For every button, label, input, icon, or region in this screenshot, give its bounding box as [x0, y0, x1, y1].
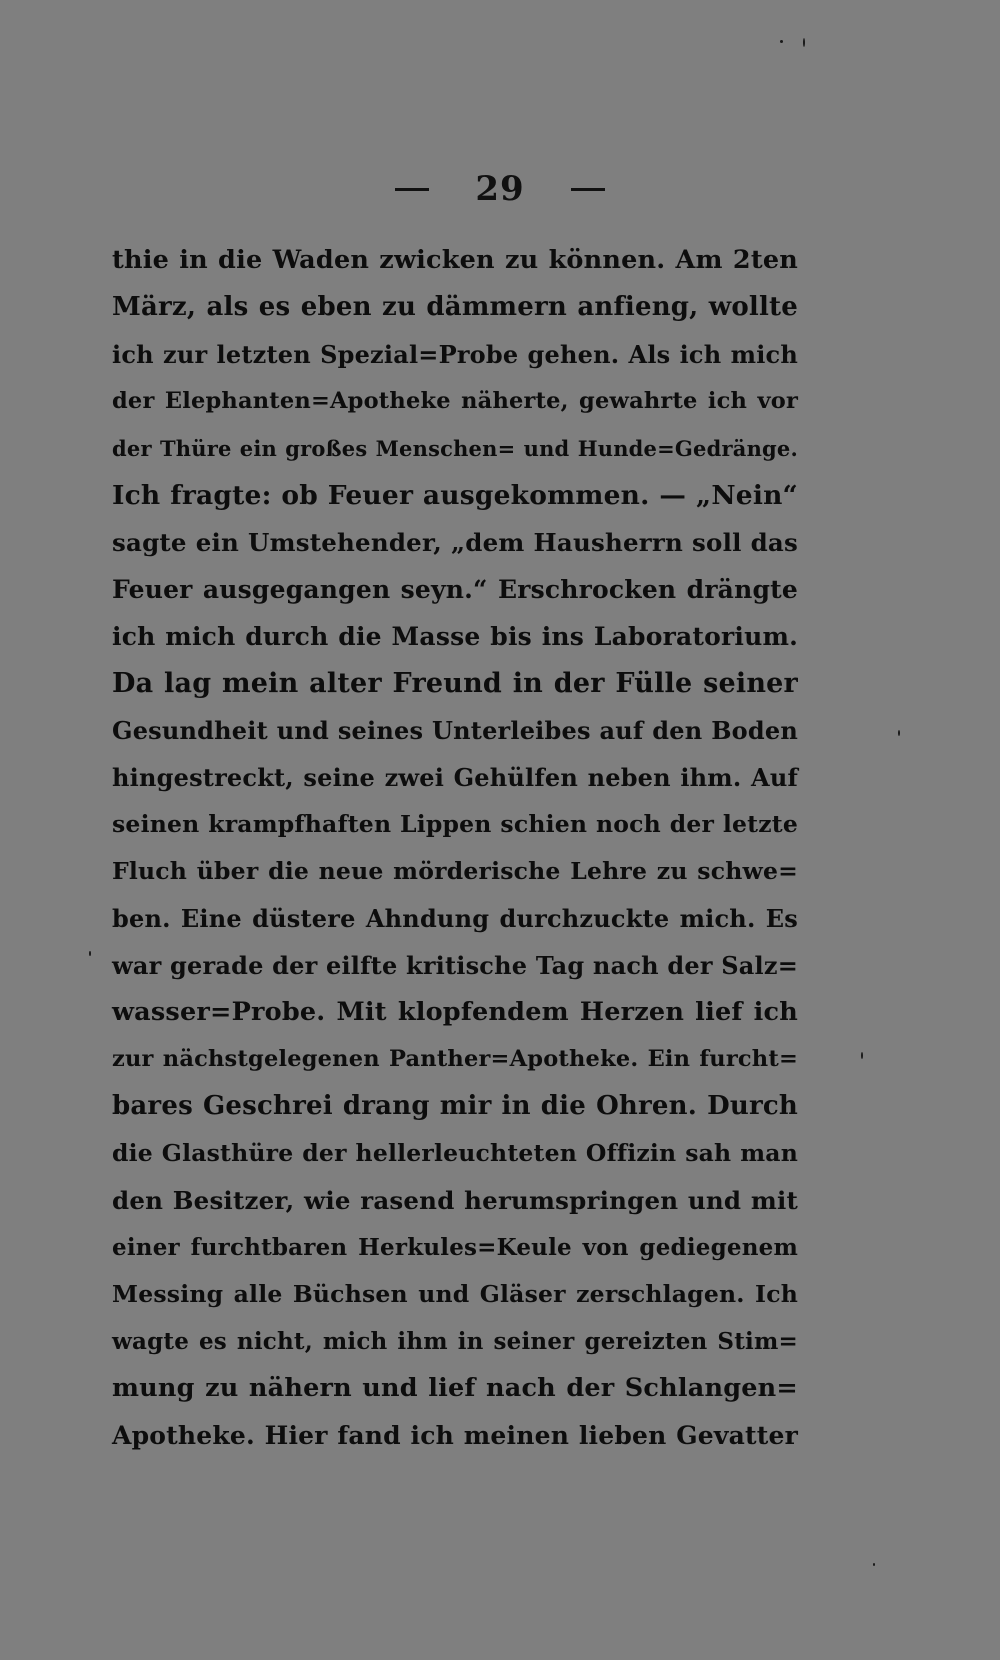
page-header: [0, 164, 1000, 214]
paper-speck: [780, 40, 783, 43]
paper-speck: [803, 38, 805, 47]
text-line: einer furchtbaren Herkules=Keule von gediegenem: [112, 1234, 798, 1261]
text-line: wagte es nicht, mich ihm in seiner gereizten Stim=: [112, 1328, 798, 1355]
text-line: die Glasthüre der hellerleuchteten Offizin sah man: [112, 1139, 798, 1167]
text-line: Gesundheit und seines Unterleibes auf den Boden: [112, 716, 798, 745]
text-line: der Thüre ein großes Menschen= und Hunde=Gedränge.: [112, 436, 798, 461]
body-text: [112, 237, 798, 1459]
left-dash: [395, 188, 429, 191]
text-line: den Besitzer, wie rasend herumspringen und mit: [112, 1186, 798, 1215]
text-line: Da lag mein alter Freund in der Fülle seiner: [112, 668, 798, 699]
text-line: zur nächstgelegenen Panther=Apotheke. Ein furcht=: [112, 1046, 798, 1072]
text-line: Fluch über die neue mörderische Lehre zu schwe=: [112, 857, 798, 885]
text-line: seinen krampfhaften Lippen schien noch der letzte: [112, 810, 798, 838]
text-line: hingestreckt, seine zwei Gehülfen neben ihm. Auf: [112, 763, 798, 792]
text-line: ben. Eine düstere Ahndung durchzuckte mich. Es: [112, 904, 798, 933]
page-number: 29: [475, 169, 525, 209]
text-line: sagte ein Umstehender, „dem Hausherrn soll das: [112, 528, 798, 557]
paper-speck: [861, 1052, 863, 1059]
text-line: Feuer ausgegangen seyn.“ Erschrocken drängte: [112, 575, 798, 604]
paper-speck: [89, 951, 91, 956]
paper-speck: [873, 1563, 875, 1566]
text-line: Apotheke. Hier fand ich meinen lieben Gevatter: [112, 1421, 798, 1450]
text-line: der Elephanten=Apotheke näherte, gewahrte ich vor: [112, 388, 798, 414]
right-dash: [571, 188, 605, 191]
text-line: thie in die Waden zwicken zu können. Am 2ten: [112, 245, 798, 275]
text-line: war gerade der eilfte kritische Tag nach der Salz=: [112, 951, 798, 980]
text-line: Ich fragte: ob Feuer ausgekommen. — „Nein“: [112, 480, 798, 511]
text-line: ich zur letzten Spezial=Probe gehen. Als ich mich: [112, 340, 798, 369]
text-line: ich mich durch die Masse bis ins Laboratorium.: [112, 622, 798, 651]
paper-speck: [898, 730, 900, 736]
text-line: bares Geschrei drang mir in die Ohren. Durch: [112, 1091, 798, 1121]
text-line: Messing alle Büchsen und Gläser zerschlagen. Ich: [112, 1280, 798, 1308]
text-line: wasser=Probe. Mit klopfendem Herzen lief ich: [112, 997, 798, 1027]
text-line: März, als es eben zu dämmern anfieng, wollte: [112, 292, 798, 322]
text-line: mung zu nähern und lief nach der Schlangen=: [112, 1373, 798, 1403]
